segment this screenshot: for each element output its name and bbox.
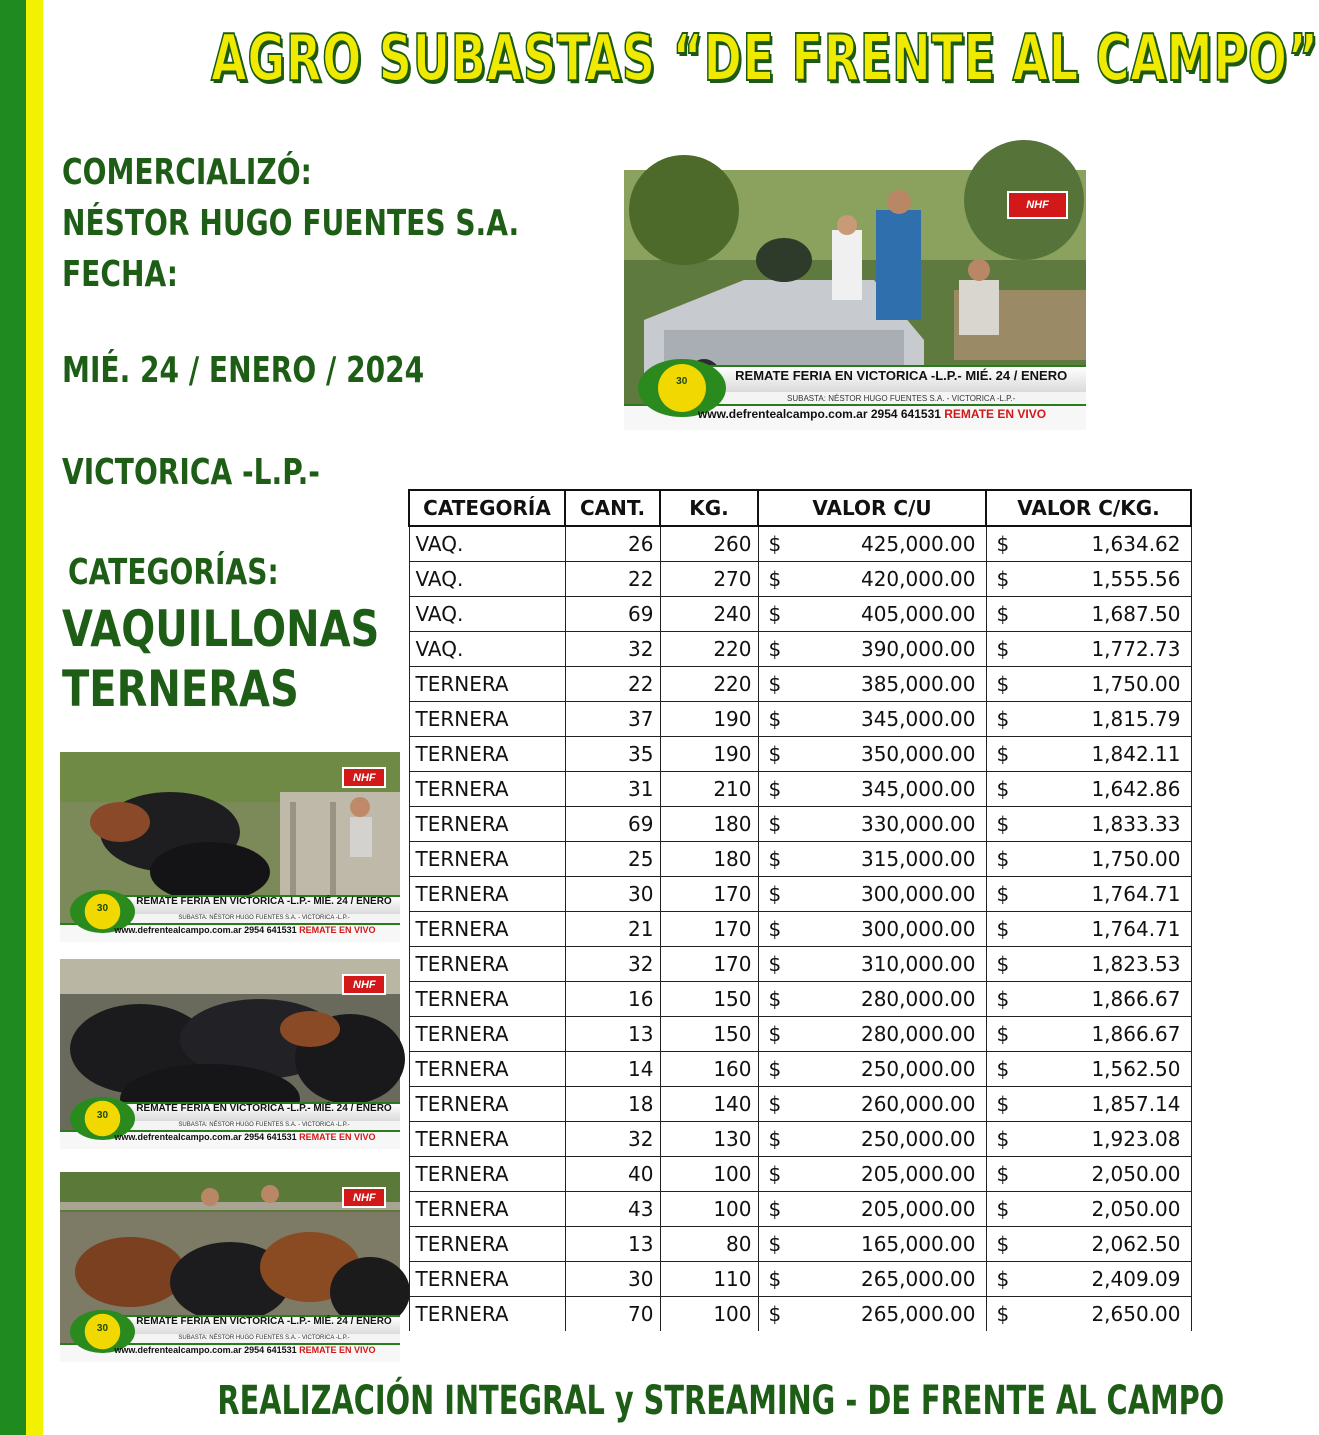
- cell-categoria: TERNERA: [409, 1016, 565, 1051]
- amount: 1,764.71: [1091, 881, 1181, 906]
- cell-categoria: TERNERA: [409, 1086, 565, 1121]
- cell-valor-ckg: [986, 841, 1191, 876]
- cell-valor-ckg: [986, 1051, 1191, 1086]
- amount: 250,000.00: [860, 1126, 976, 1151]
- cell-valor-cu: [758, 876, 986, 911]
- cell-valor-cu: [758, 1191, 986, 1226]
- amount: 1,857.14: [1091, 1091, 1181, 1116]
- cell-kg: 190: [660, 701, 758, 736]
- cell-categoria: VAQ.: [409, 561, 565, 596]
- cell-categoria: TERNERA: [409, 841, 565, 876]
- company-name: NÉSTOR HUGO FUENTES S.A.: [62, 203, 520, 244]
- cell-valor-cu: [758, 946, 986, 981]
- currency-symbol: $: [768, 1301, 782, 1326]
- cell-cantidad: 30: [565, 1261, 660, 1296]
- amount: 425,000.00: [860, 531, 976, 556]
- currency-symbol: $: [768, 531, 782, 556]
- table-row: [409, 561, 1191, 596]
- banner-subline: SUBASTA: NÉSTOR HUGO FUENTES S.A. - VICTORICA -L.P.-: [178, 915, 350, 922]
- auction-results-table: [408, 489, 1192, 1331]
- amount: 1,842.11: [1091, 741, 1181, 766]
- cell-cantidad: 16: [565, 981, 660, 1016]
- cell-cantidad: 35: [565, 736, 660, 771]
- table-row: [409, 1296, 1191, 1331]
- cell-cantidad: 70: [565, 1296, 660, 1331]
- amount: 2,050.00: [1091, 1161, 1181, 1186]
- currency-symbol: $: [996, 1231, 1010, 1256]
- cell-cantidad: 40: [565, 1156, 660, 1191]
- cell-valor-cu: [758, 596, 986, 631]
- cell-valor-ckg: [986, 1016, 1191, 1051]
- cell-valor-ckg: [986, 1191, 1191, 1226]
- left-green-stripe: [0, 0, 26, 1435]
- cell-kg: 190: [660, 736, 758, 771]
- currency-symbol: $: [768, 916, 782, 941]
- cell-kg: 80: [660, 1226, 758, 1261]
- cell-cantidad: 43: [565, 1191, 660, 1226]
- banner-headline: REMATE FERIA EN VICTORICA -L.P.- MIÉ. 24 / ENERO: [735, 367, 1068, 383]
- amount: 1,750.00: [1091, 846, 1181, 871]
- amount: 405,000.00: [860, 601, 976, 626]
- cell-cantidad: 32: [565, 1121, 660, 1156]
- cattle-photo-3: [60, 1172, 400, 1362]
- header-valor-cu: VALOR C/U: [758, 490, 986, 526]
- cell-valor-ckg: [986, 1261, 1191, 1296]
- cell-kg: 150: [660, 981, 758, 1016]
- banner-subline: SUBASTA: NÉSTOR HUGO FUENTES S.A. - VICTORICA -L.P.-: [178, 1122, 350, 1129]
- cell-kg: 160: [660, 1051, 758, 1086]
- cell-valor-ckg: [986, 596, 1191, 631]
- left-yellow-stripe: [26, 0, 43, 1435]
- amount: 1,833.33: [1091, 811, 1181, 836]
- currency-symbol: $: [996, 986, 1010, 1011]
- photo-banner: [60, 1315, 400, 1363]
- cell-categoria: TERNERA: [409, 1051, 565, 1086]
- cell-valor-ckg: [986, 1226, 1191, 1261]
- currency-symbol: $: [996, 671, 1010, 696]
- amount: 1,634.62: [1091, 531, 1181, 556]
- cell-valor-cu: [758, 631, 986, 666]
- table-row: [409, 1156, 1191, 1191]
- amount: 265,000.00: [860, 1266, 976, 1291]
- live-label: REMATE EN VIVO: [944, 406, 1047, 421]
- cell-valor-cu: [758, 981, 986, 1016]
- cell-valor-ckg: [986, 631, 1191, 666]
- currency-symbol: $: [768, 566, 782, 591]
- amount: 165,000.00: [860, 1231, 976, 1256]
- cell-valor-cu: [758, 806, 986, 841]
- currency-symbol: $: [768, 776, 782, 801]
- cell-kg: 210: [660, 771, 758, 806]
- cell-cantidad: 22: [565, 666, 660, 701]
- cell-categoria: TERNERA: [409, 981, 565, 1016]
- currency-symbol: $: [996, 881, 1010, 906]
- cell-valor-ckg: [986, 911, 1191, 946]
- banner-contact: www.defrentealcampo.com.ar 2954 641531 REMATE EN VIVO: [114, 1131, 376, 1142]
- cell-valor-ckg: [986, 1296, 1191, 1331]
- cell-valor-ckg: [986, 1121, 1191, 1156]
- cell-valor-ckg: [986, 981, 1191, 1016]
- amount: 1,823.53: [1091, 951, 1181, 976]
- fecha-label: FECHA:: [62, 254, 178, 295]
- currency-symbol: $: [996, 531, 1010, 556]
- cell-categoria: TERNERA: [409, 1191, 565, 1226]
- cell-cantidad: 69: [565, 806, 660, 841]
- cell-valor-cu: [758, 1296, 986, 1331]
- photo-banner: [60, 895, 400, 943]
- table-row: [409, 631, 1191, 666]
- currency-symbol: $: [768, 1266, 782, 1291]
- cell-cantidad: 18: [565, 1086, 660, 1121]
- cell-categoria: TERNERA: [409, 911, 565, 946]
- nhf-logo: NHF: [342, 974, 386, 995]
- cell-valor-cu: [758, 1086, 986, 1121]
- amount: 1,555.56: [1091, 566, 1181, 591]
- currency-symbol: $: [768, 636, 782, 661]
- amount: 1,923.08: [1091, 1126, 1181, 1151]
- table-row: [409, 946, 1191, 981]
- table-row: [409, 1261, 1191, 1296]
- amount: 350,000.00: [860, 741, 976, 766]
- table-row: [409, 1226, 1191, 1261]
- live-label: REMATE EN VIVO: [299, 924, 376, 935]
- cell-categoria: TERNERA: [409, 736, 565, 771]
- amount: 2,650.00: [1091, 1301, 1181, 1326]
- cell-categoria: VAQ.: [409, 596, 565, 631]
- currency-symbol: $: [768, 1126, 782, 1151]
- cell-valor-ckg: [986, 526, 1191, 561]
- cell-valor-cu: [758, 1121, 986, 1156]
- currency-symbol: $: [768, 881, 782, 906]
- amount: 250,000.00: [860, 1056, 976, 1081]
- cell-valor-ckg: [986, 1156, 1191, 1191]
- currency-symbol: $: [996, 846, 1010, 871]
- amount: 205,000.00: [860, 1161, 976, 1186]
- anniversary-seal: 30: [638, 359, 726, 418]
- table-row: [409, 1121, 1191, 1156]
- table-row: [409, 526, 1191, 561]
- cattle-photo-2: [60, 959, 400, 1149]
- currency-symbol: $: [996, 1196, 1010, 1221]
- table-row: [409, 1016, 1191, 1051]
- amount: 345,000.00: [860, 706, 976, 731]
- table-row: [409, 911, 1191, 946]
- currency-symbol: $: [768, 1196, 782, 1221]
- cell-kg: 110: [660, 1261, 758, 1296]
- banner-subline: SUBASTA: NÉSTOR HUGO FUENTES S.A. - VICTORICA -L.P.-: [178, 1335, 350, 1342]
- auction-photo-main: [624, 170, 1086, 430]
- amount: 300,000.00: [860, 881, 976, 906]
- amount: 280,000.00: [860, 1021, 976, 1046]
- amount: 330,000.00: [860, 811, 976, 836]
- currency-symbol: $: [996, 1266, 1010, 1291]
- currency-symbol: $: [768, 741, 782, 766]
- amount: 1,642.86: [1091, 776, 1181, 801]
- photo-banner: [624, 365, 1086, 430]
- currency-symbol: $: [768, 671, 782, 696]
- cell-kg: 220: [660, 631, 758, 666]
- cell-valor-cu: [758, 561, 986, 596]
- amount: 1,687.50: [1091, 601, 1181, 626]
- cell-valor-cu: [758, 1226, 986, 1261]
- cell-kg: 150: [660, 1016, 758, 1051]
- banner-contact: www.defrentealcampo.com.ar 2954 641531 REMATE EN VIVO: [114, 1344, 376, 1355]
- anniversary-seal: 30: [70, 1310, 135, 1353]
- amount: 1,764.71: [1091, 916, 1181, 941]
- cell-categoria: TERNERA: [409, 771, 565, 806]
- cell-categoria: TERNERA: [409, 1156, 565, 1191]
- cell-valor-cu: [758, 1051, 986, 1086]
- cell-cantidad: 32: [565, 631, 660, 666]
- cell-cantidad: 69: [565, 596, 660, 631]
- category-vaquillonas: VAQUILLONAS: [62, 600, 380, 658]
- amount: 300,000.00: [860, 916, 976, 941]
- currency-symbol: $: [996, 916, 1010, 941]
- table-row: [409, 701, 1191, 736]
- cell-valor-cu: [758, 911, 986, 946]
- amount: 260,000.00: [860, 1091, 976, 1116]
- cell-kg: 220: [660, 666, 758, 701]
- currency-symbol: $: [996, 811, 1010, 836]
- currency-symbol: $: [996, 566, 1010, 591]
- photo-banner: [60, 1102, 400, 1150]
- anniversary-seal: 30: [70, 1097, 135, 1140]
- cell-kg: 240: [660, 596, 758, 631]
- cell-valor-cu: [758, 526, 986, 561]
- table-row: [409, 596, 1191, 631]
- amount: 1,562.50: [1091, 1056, 1181, 1081]
- amount: 280,000.00: [860, 986, 976, 1011]
- cell-cantidad: 32: [565, 946, 660, 981]
- currency-symbol: $: [768, 1021, 782, 1046]
- cell-cantidad: 14: [565, 1051, 660, 1086]
- table-body: [409, 526, 1191, 1331]
- currency-symbol: $: [996, 1091, 1010, 1116]
- cell-kg: 180: [660, 841, 758, 876]
- nhf-logo: NHF: [342, 767, 386, 788]
- currency-symbol: $: [996, 741, 1010, 766]
- cell-kg: 100: [660, 1296, 758, 1331]
- categorias-label: CATEGORÍAS:: [68, 552, 279, 593]
- cell-cantidad: 13: [565, 1016, 660, 1051]
- cell-valor-cu: [758, 1261, 986, 1296]
- cell-valor-cu: [758, 701, 986, 736]
- anniversary-seal: 30: [70, 890, 135, 933]
- cell-valor-ckg: [986, 736, 1191, 771]
- nhf-logo: NHF: [342, 1187, 386, 1208]
- cattle-photo-1: [60, 752, 400, 942]
- table-row: [409, 666, 1191, 701]
- amount: 265,000.00: [860, 1301, 976, 1326]
- amount: 205,000.00: [860, 1196, 976, 1221]
- cell-categoria: TERNERA: [409, 946, 565, 981]
- cell-categoria: TERNERA: [409, 806, 565, 841]
- amount: 1,750.00: [1091, 671, 1181, 696]
- cell-categoria: TERNERA: [409, 701, 565, 736]
- amount: 2,062.50: [1091, 1231, 1181, 1256]
- cell-kg: 100: [660, 1191, 758, 1226]
- header-cantidad: CANT.: [565, 490, 660, 526]
- currency-symbol: $: [996, 1161, 1010, 1186]
- cell-categoria: VAQ.: [409, 526, 565, 561]
- cell-categoria: TERNERA: [409, 666, 565, 701]
- live-label: REMATE EN VIVO: [299, 1344, 376, 1355]
- cell-valor-ckg: [986, 666, 1191, 701]
- currency-symbol: $: [996, 636, 1010, 661]
- currency-symbol: $: [996, 951, 1010, 976]
- banner-headline: REMATE FERIA EN VICTORICA -L.P.- MIÉ. 24 / ENERO: [136, 1316, 392, 1328]
- currency-symbol: $: [768, 1091, 782, 1116]
- cell-kg: 260: [660, 526, 758, 561]
- amount: 1,866.67: [1091, 986, 1181, 1011]
- currency-symbol: $: [996, 776, 1010, 801]
- table-row: [409, 1051, 1191, 1086]
- cell-cantidad: 13: [565, 1226, 660, 1261]
- amount: 310,000.00: [860, 951, 976, 976]
- cell-cantidad: 26: [565, 526, 660, 561]
- cell-kg: 170: [660, 876, 758, 911]
- cell-valor-ckg: [986, 806, 1191, 841]
- cell-valor-ckg: [986, 701, 1191, 736]
- header-valor-ckg: VALOR C/KG.: [986, 490, 1191, 526]
- cell-cantidad: 37: [565, 701, 660, 736]
- auction-location: VICTORICA -L.P.-: [62, 452, 320, 493]
- currency-symbol: $: [768, 811, 782, 836]
- live-label: REMATE EN VIVO: [299, 1131, 376, 1142]
- table-row: [409, 771, 1191, 806]
- amount: 1,866.67: [1091, 1021, 1181, 1046]
- cell-valor-ckg: [986, 1086, 1191, 1121]
- page-title: AGRO SUBASTAS “DE FRENTE AL CAMPO”: [210, 22, 1319, 96]
- currency-symbol: $: [996, 706, 1010, 731]
- currency-symbol: $: [996, 601, 1010, 626]
- cell-kg: 100: [660, 1156, 758, 1191]
- table-header-row: [409, 490, 1191, 526]
- cell-kg: 130: [660, 1121, 758, 1156]
- currency-symbol: $: [768, 1161, 782, 1186]
- cell-valor-ckg: [986, 876, 1191, 911]
- cell-cantidad: 30: [565, 876, 660, 911]
- cell-categoria: TERNERA: [409, 1226, 565, 1261]
- currency-symbol: $: [768, 986, 782, 1011]
- currency-symbol: $: [768, 1056, 782, 1081]
- banner-headline: REMATE FERIA EN VICTORICA -L.P.- MIÉ. 24 / ENERO: [136, 896, 392, 908]
- amount: 1,772.73: [1091, 636, 1181, 661]
- cell-valor-cu: [758, 736, 986, 771]
- amount: 385,000.00: [860, 671, 976, 696]
- cell-kg: 140: [660, 1086, 758, 1121]
- currency-symbol: $: [768, 846, 782, 871]
- header-categoria: CATEGORÍA: [409, 490, 565, 526]
- amount: 315,000.00: [860, 846, 976, 871]
- comercializo-label: COMERCIALIZÓ:: [62, 152, 312, 193]
- table-row: [409, 1086, 1191, 1121]
- table-row: [409, 876, 1191, 911]
- currency-symbol: $: [996, 1056, 1010, 1081]
- cell-categoria: TERNERA: [409, 1261, 565, 1296]
- cell-kg: 270: [660, 561, 758, 596]
- category-terneras: TERNERAS: [62, 660, 299, 718]
- table-row: [409, 1191, 1191, 1226]
- cell-valor-cu: [758, 1156, 986, 1191]
- cell-valor-cu: [758, 1016, 986, 1051]
- currency-symbol: $: [996, 1021, 1010, 1046]
- cell-valor-ckg: [986, 946, 1191, 981]
- cell-kg: 170: [660, 946, 758, 981]
- nhf-logo: NHF: [1007, 191, 1067, 220]
- cell-valor-cu: [758, 666, 986, 701]
- cell-categoria: TERNERA: [409, 876, 565, 911]
- cell-cantidad: 31: [565, 771, 660, 806]
- cell-categoria: TERNERA: [409, 1296, 565, 1331]
- currency-symbol: $: [768, 706, 782, 731]
- amount: 1,815.79: [1091, 706, 1181, 731]
- header-kg: KG.: [660, 490, 758, 526]
- cell-kg: 180: [660, 806, 758, 841]
- auction-date: MIÉ. 24 / ENERO / 2024: [62, 350, 425, 391]
- amount: 2,050.00: [1091, 1196, 1181, 1221]
- footer-credit: REALIZACIÓN INTEGRAL y STREAMING - DE FRENTE AL CAMPO: [217, 1378, 1225, 1424]
- cell-valor-cu: [758, 771, 986, 806]
- banner-subline: SUBASTA: NÉSTOR HUGO FUENTES S.A. - VICTORICA -L.P.-: [787, 393, 1016, 403]
- amount: 420,000.00: [860, 566, 976, 591]
- cell-valor-cu: [758, 841, 986, 876]
- currency-symbol: $: [768, 951, 782, 976]
- currency-symbol: $: [768, 1231, 782, 1256]
- cell-cantidad: 25: [565, 841, 660, 876]
- currency-symbol: $: [996, 1126, 1010, 1151]
- cell-kg: 170: [660, 911, 758, 946]
- table-row: [409, 736, 1191, 771]
- table-row: [409, 981, 1191, 1016]
- cell-categoria: VAQ.: [409, 631, 565, 666]
- amount: 390,000.00: [860, 636, 976, 661]
- banner-contact: www.defrentealcampo.com.ar 2954 641531 REMATE EN VIVO: [114, 924, 376, 935]
- table-row: [409, 841, 1191, 876]
- banner-headline: REMATE FERIA EN VICTORICA -L.P.- MIÉ. 24 / ENERO: [136, 1103, 392, 1115]
- cell-valor-ckg: [986, 771, 1191, 806]
- currency-symbol: $: [996, 1301, 1010, 1326]
- cell-valor-ckg: [986, 561, 1191, 596]
- amount: 345,000.00: [860, 776, 976, 801]
- cell-categoria: TERNERA: [409, 1121, 565, 1156]
- table-row: [409, 806, 1191, 841]
- banner-contact: www.defrentealcampo.com.ar 2954 641531 REMATE EN VIVO: [697, 406, 1047, 421]
- cell-cantidad: 22: [565, 561, 660, 596]
- cell-cantidad: 21: [565, 911, 660, 946]
- currency-symbol: $: [768, 601, 782, 626]
- amount: 2,409.09: [1091, 1266, 1181, 1291]
